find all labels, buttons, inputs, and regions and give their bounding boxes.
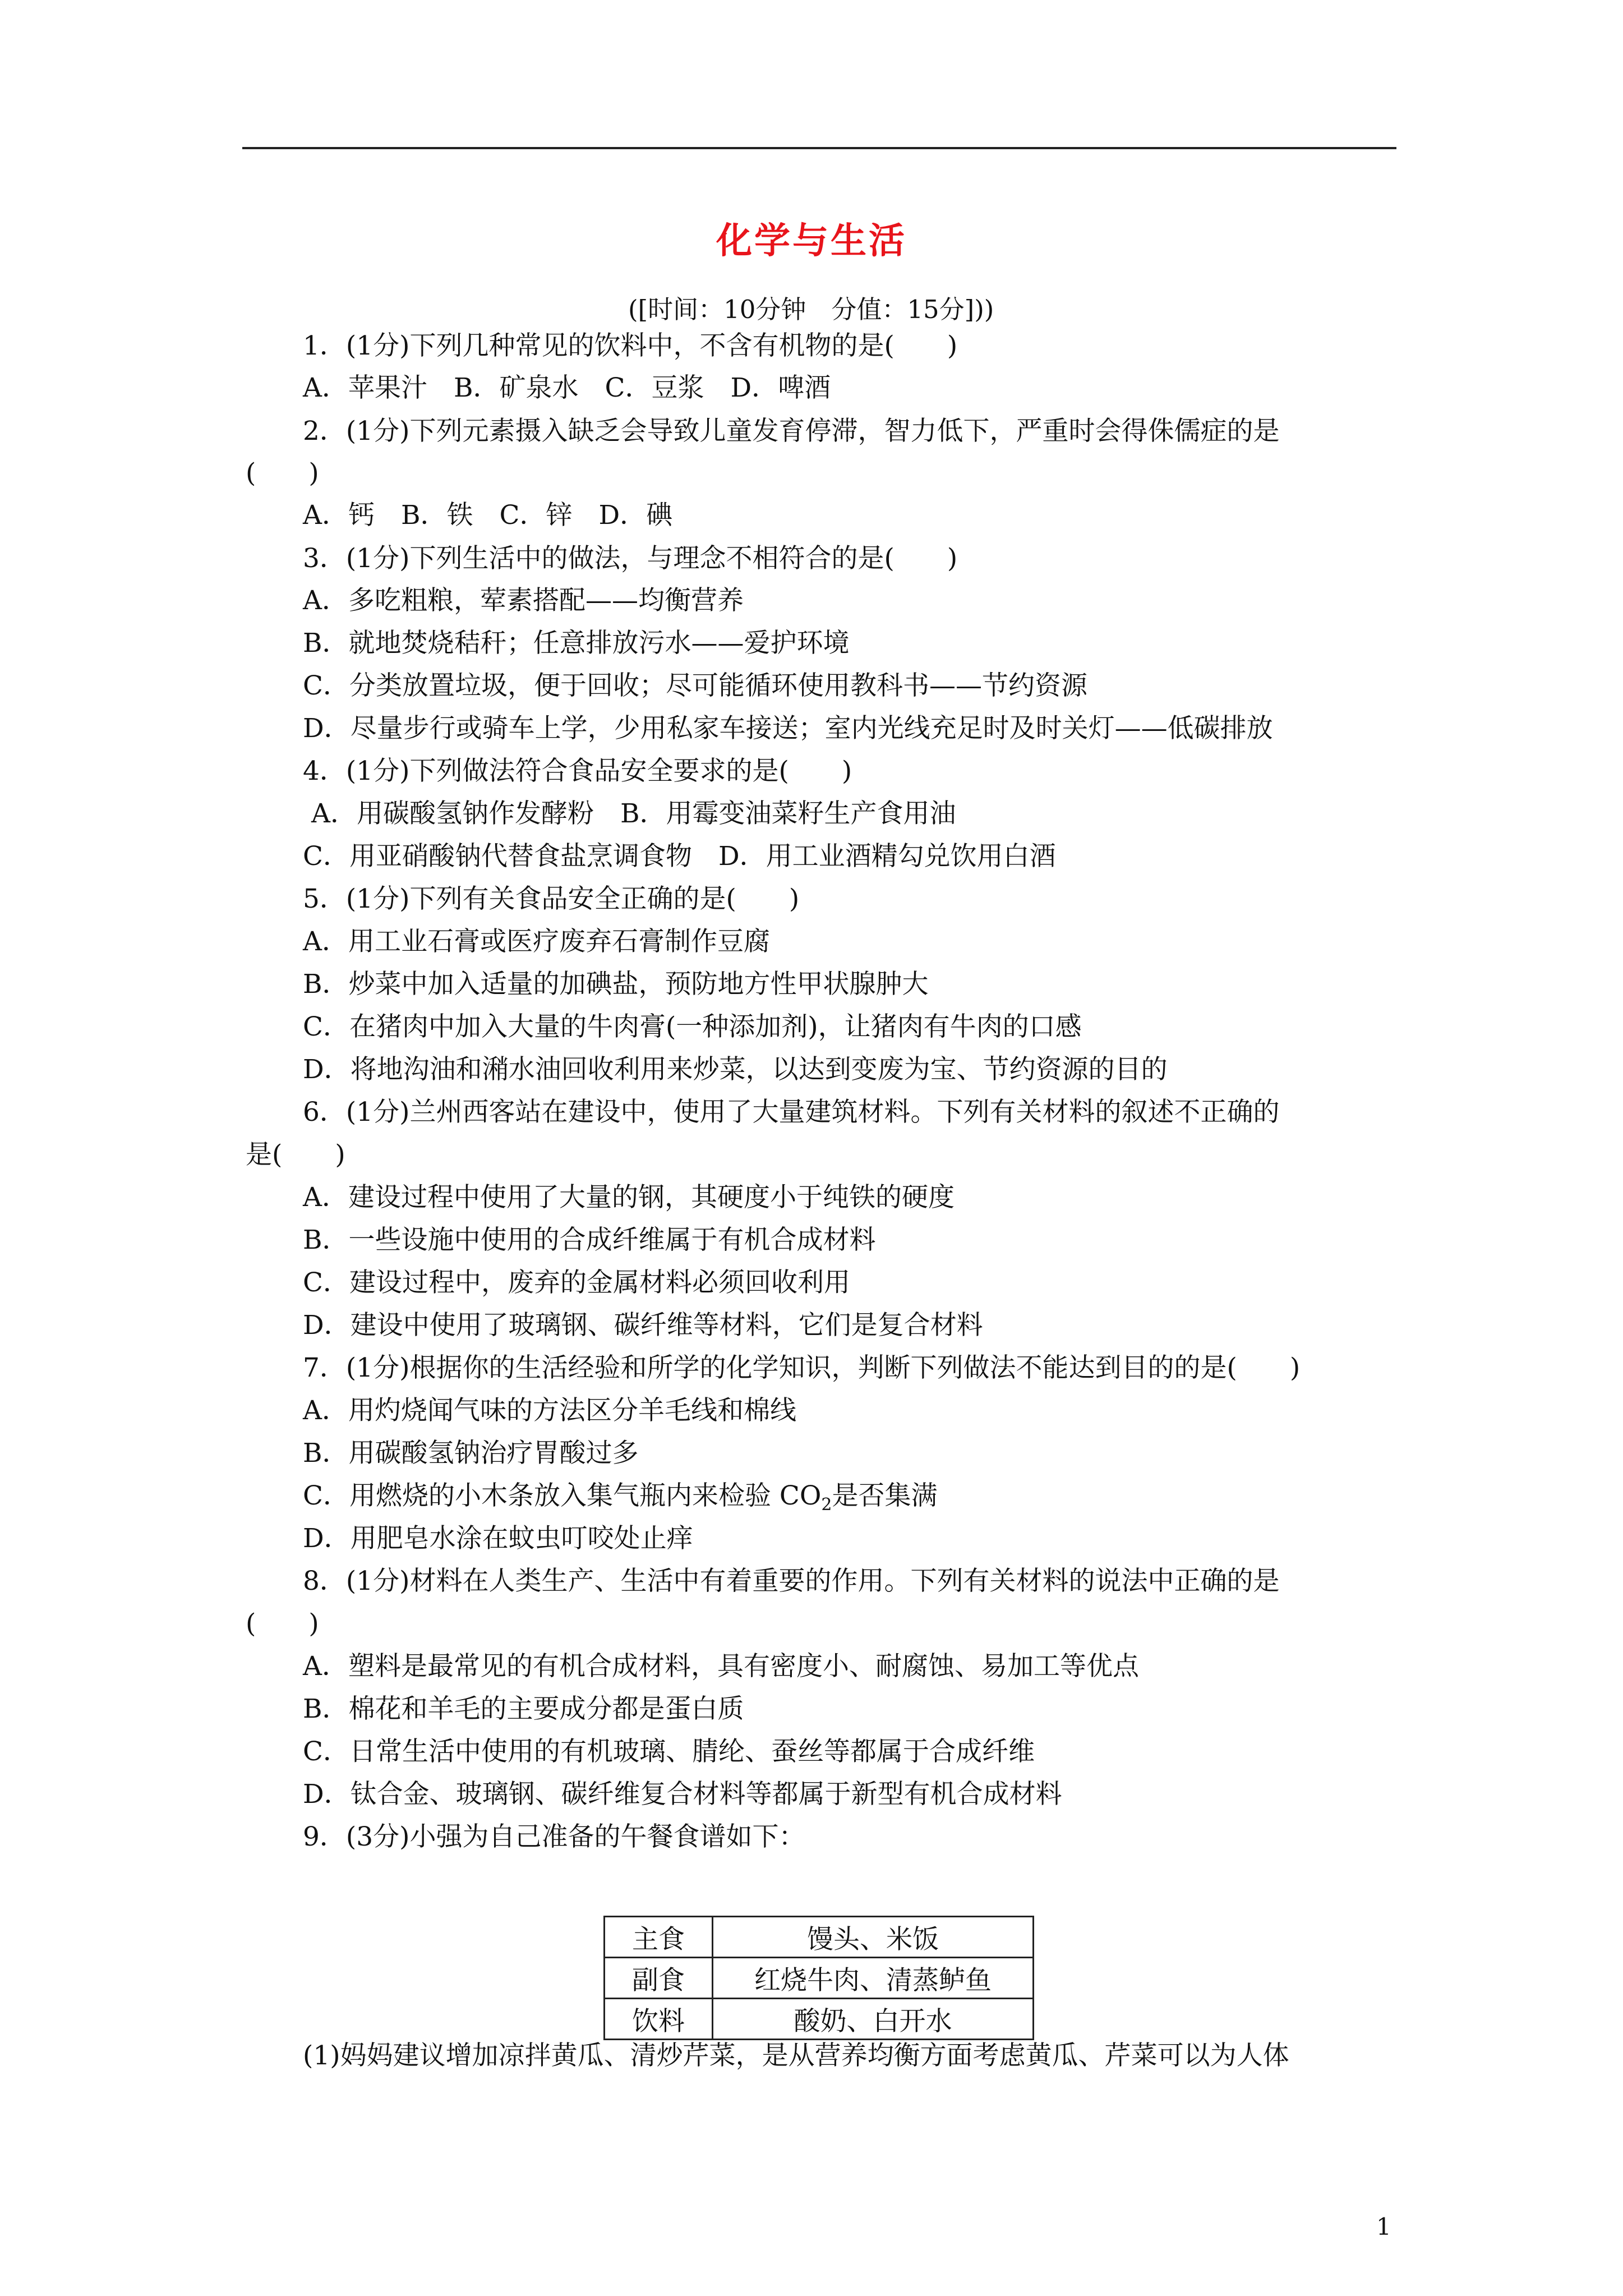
question-8-option-c: C．日常生活中使用的有机玻璃、腈纶、蚕丝等都属于合成纤维	[303, 1736, 1035, 1767]
question-7-option-a: A．用灼烧闻气味的方法区分羊毛线和棉线	[303, 1395, 796, 1426]
time-score-note: ([时间：10分钟 分值：15分]))	[628, 295, 994, 324]
table-row	[605, 1917, 1034, 1958]
table-cell: 副食	[605, 1958, 713, 1999]
question-5-option-a: A．用工业石膏或医疗废弃石膏制作豆腐	[303, 926, 770, 957]
question-5-option-c: C．在猪肉中加入大量的牛肉膏(一种添加剂)，让猪肉有牛肉的口感	[303, 1011, 1082, 1042]
question-6-option-c: C．建设过程中，废弃的金属材料必须回收利用	[303, 1267, 850, 1298]
page-number: 1	[1376, 2213, 1391, 2240]
question-4: 4．(1分)下列做法符合食品安全要求的是( )	[303, 756, 852, 786]
question-8-bracket: ( )	[246, 1608, 319, 1639]
question-5-option-b: B．炒菜中加入适量的加碘盐，预防地方性甲状腺肿大	[303, 969, 929, 1000]
question-6-option-a: A．建设过程中使用了大量的钢，其硬度小于纯铁的硬度	[303, 1182, 955, 1213]
question-6-bracket: 是( )	[246, 1139, 345, 1170]
question-3: 3．(1分)下列生活中的做法，与理念不相符合的是( )	[303, 543, 958, 574]
lunch-menu-table	[603, 1916, 1034, 2040]
question-2-bracket: ( )	[246, 458, 319, 489]
question-6-option-d: D．建设中使用了玻璃钢、碳纤维等材料，它们是复合材料	[303, 1310, 983, 1341]
header-rule	[242, 147, 1396, 149]
question-3-option-c: C．分类放置垃圾，便于回收；尽可能循环使用教科书——节约资源	[303, 670, 1087, 701]
question-1-options: A．苹果汁 B．矿泉水 C．豆浆 D．啤酒	[303, 372, 831, 403]
table-cell: 酸奶、白开水	[713, 1999, 1034, 2040]
co2-subscript: 2	[821, 1495, 832, 1515]
table-row	[605, 1999, 1034, 2040]
question-7-option-b: B．用碳酸氢钠治疗胃酸过多	[303, 1438, 639, 1469]
question-3-option-a: A．多吃粗粮，荤素搭配——均衡营养	[303, 585, 744, 616]
question-5: 5．(1分)下列有关食品安全正确的是( )	[303, 884, 800, 914]
question-7-option-c-tail: 是否集满	[832, 1480, 938, 1511]
question-9: 9．(3分)小强为自己准备的午餐食谱如下：	[303, 1821, 805, 1852]
table-cell: 饮料	[605, 1999, 713, 2040]
question-8-option-a: A．塑料是最常见的有机合成材料，具有密度小、耐腐蚀、易加工等优点	[303, 1651, 1139, 1682]
table-cell: 红烧牛肉、清蒸鲈鱼	[713, 1958, 1034, 1999]
question-8-option-b: B．棉花和羊毛的主要成分都是蛋白质	[303, 1694, 744, 1724]
question-8-option-d: D．钛合金、玻璃钢、碳纤维复合材料等都属于新型有机合成材料	[303, 1779, 1062, 1810]
question-5-option-d: D．将地沟油和潲水油回收利用来炒菜，以达到变废为宝、节约资源的目的	[303, 1054, 1168, 1085]
question-3-option-b: B．就地焚烧秸秆；任意排放污水——爱护环境	[303, 628, 850, 659]
table-row	[605, 1958, 1034, 1999]
question-7-option-c-text: C．用燃烧的小木条放入集气瓶内来检验 CO	[303, 1480, 822, 1511]
page-title: 化学与生活	[716, 220, 907, 262]
table-cell: 馒头、米饭	[713, 1917, 1034, 1958]
question-3-option-d: D．尽量步行或骑车上学，少用私家车接送；室内光线充足时及时关灯——低碳排放	[303, 713, 1273, 744]
question-1: 1．(1分)下列几种常见的饮料中，不含有机物的是( )	[303, 330, 958, 361]
question-7-option-d: D．用肥皂水涂在蚊虫叮咬处止痒	[303, 1523, 693, 1554]
table-cell: 主食	[605, 1917, 713, 1958]
question-4-options-cd: C．用亚硝酸钠代替食盐烹调食物 D．用工业酒精勾兑饮用白酒	[303, 841, 1056, 872]
question-2-options: A．钙 B．铁 C．锌 D．碘	[303, 500, 673, 531]
question-9-part-1: (1)妈妈建议增加凉拌黄瓜、清炒芹菜，是从营养均衡方面考虑黄瓜、芹菜可以为人体	[303, 2040, 1289, 2071]
question-7-option-c	[303, 1479, 938, 1522]
question-4-options-ab: A．用碳酸氢钠作发酵粉 B．用霉变油菜籽生产食用油	[311, 798, 956, 829]
question-6: 6．(1分)兰州西客站在建设中，使用了大量建筑材料。下列有关材料的叙述不正确的	[303, 1097, 1280, 1128]
question-8: 8．(1分)材料在人类生产、生活中有着重要的作用。下列有关材料的说法中正确的是	[303, 1566, 1280, 1596]
question-2: 2．(1分)下列元素摄入缺乏会导致儿童发育停滞，智力低下，严重时会得侏儒症的是	[303, 416, 1280, 447]
question-6-option-b: B．一些设施中使用的合成纤维属于有机合成材料	[303, 1225, 876, 1255]
question-7: 7．(1分)根据你的生活经验和所学的化学知识，判断下列做法不能达到目的的是( )	[303, 1352, 1301, 1383]
